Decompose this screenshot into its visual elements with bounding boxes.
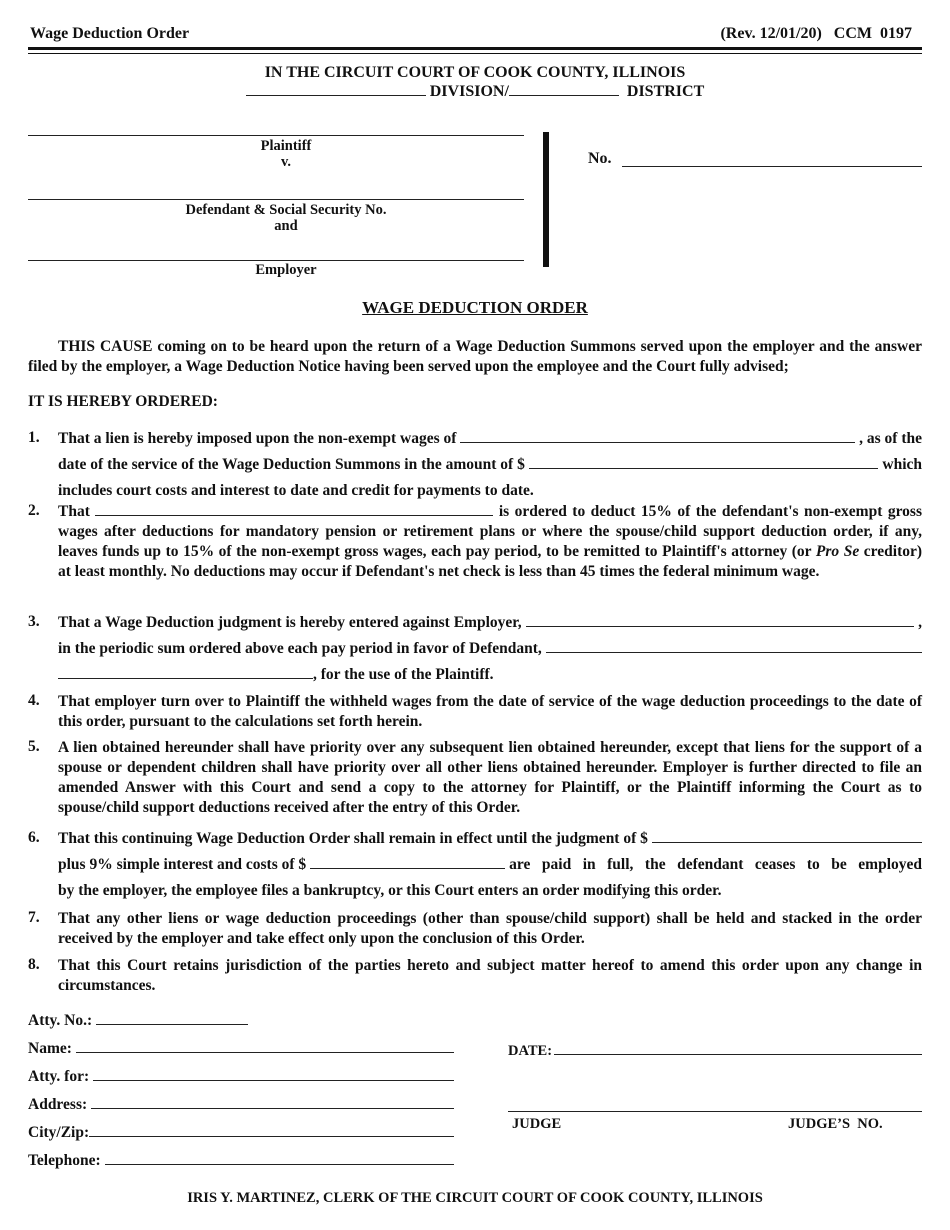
court-name: IN THE CIRCUIT COURT OF COOK COUNTY, ILLINOIS	[264, 64, 686, 81]
versus-label: v.	[280, 154, 292, 170]
header-rule-thin	[28, 53, 922, 54]
item-number: 8.	[28, 956, 40, 973]
item-6-text-c: are paid in full, the defendant ceases to be employed	[509, 856, 922, 873]
district-label: DISTRICT	[626, 83, 705, 100]
item-number: 5.	[28, 738, 40, 755]
employer-field[interactable]	[28, 260, 524, 261]
plaintiff-field[interactable]	[28, 135, 524, 136]
judge-block	[508, 1043, 922, 1060]
case-number-field[interactable]	[622, 166, 922, 167]
item-3-text-b: ,	[918, 614, 922, 631]
attorney-block	[28, 1012, 458, 1180]
employer-label: Employer	[255, 262, 317, 278]
item-1-text-b: , as of the	[859, 430, 922, 447]
address-label: Address:	[28, 1096, 88, 1113]
name-label: Name:	[28, 1040, 72, 1057]
form-revision: (Rev. 12/01/20) CCM 0197	[720, 25, 912, 42]
item-2-italic: Pro Se	[815, 543, 860, 560]
item-8-text: That this Court retains jurisdiction of the parties hereto and subject matter hereof to amend this order upon any change in circumstances.	[58, 957, 922, 994]
amount-field[interactable]	[529, 467, 879, 469]
division-district-line	[0, 82, 950, 101]
order-item-7	[28, 909, 922, 949]
ordered-heading: IT IS HEREBY ORDERED:	[28, 393, 218, 410]
defendant-favor-field-2[interactable]	[58, 678, 313, 679]
item-3-text-c: in the periodic sum ordered above each pay period in favor of Defendant,	[58, 640, 542, 657]
atty-for-label: Atty. for:	[28, 1068, 90, 1085]
item-4-text: That employer turn over to Plaintiff the withheld wages from the date of service of the wage deduction proceedings to the date of this order, pursuant to the calculations set forth herein.	[58, 693, 922, 730]
order-item-1	[28, 429, 922, 501]
item-number: 4.	[28, 692, 40, 709]
address-field[interactable]	[91, 1107, 454, 1109]
item-6-text-b: plus 9% simple interest and costs of $	[58, 856, 307, 873]
atty-no-label: Atty. No.:	[28, 1012, 93, 1029]
and-label: and	[274, 218, 298, 234]
item-1-text-d: which	[882, 456, 922, 473]
division-label: DIVISION/	[429, 83, 509, 100]
item-6-text-a: That this continuing Wage Deduction Order shall remain in effect until the judgment of $	[58, 830, 648, 847]
judgment-amount-field[interactable]	[652, 841, 922, 843]
defendant-field[interactable]	[28, 199, 524, 200]
defendant-block	[28, 202, 544, 234]
item-1-text-c: date of the service of the Wage Deduction Summons in the amount of $	[58, 456, 525, 473]
judge-label: JUDGE	[512, 1116, 562, 1132]
item-2-text-a: That	[58, 503, 90, 520]
item-number: 3.	[28, 613, 40, 630]
city-zip-field[interactable]	[89, 1135, 454, 1137]
item-number: 6.	[28, 829, 40, 846]
telephone-label: Telephone:	[28, 1152, 101, 1169]
order-item-5	[28, 738, 922, 818]
date-label: DATE:	[508, 1043, 553, 1059]
name-field[interactable]	[76, 1051, 454, 1053]
intro-paragraph: THIS CAUSE coming on to be heard upon the return of a Wage Deduction Summons served upon the employer and the answer filed by the employer, a Wage Deduction Notice having been served upon the employee and the Court fully advised;	[28, 338, 922, 375]
clerk-footer: IRIS Y. MARTINEZ, CLERK OF THE CIRCUIT COURT OF COOK COUNTY, ILLINOIS	[187, 1190, 763, 1206]
judge-signature-field[interactable]	[508, 1111, 922, 1112]
item-number: 7.	[28, 909, 40, 926]
order-item-8	[28, 956, 922, 996]
order-item-3	[28, 613, 922, 691]
costs-amount-field[interactable]	[310, 868, 505, 869]
item-2-text-c: creditor) at least monthly. No deductions may occur if Defendant's net check is less than 45 times the federal minimum wage.	[58, 543, 923, 580]
case-number-label: No.	[588, 150, 612, 167]
form-title: Wage Deduction Order	[30, 25, 190, 42]
item-3-text-a: That a Wage Deduction judgment is hereby entered against Employer,	[58, 614, 522, 631]
item-5-text: A lien obtained hereunder shall have priority over any subsequent lien obtained hereunder, except that liens for the support of a spouse or dependent children shall have priority over all other liens obtained hereunder. Employer is further directed to file an amended Answer with this Court and send a copy to the attorney for Plaintiff, or the Plaintiff informing the Court as to spouse/child support deductions received after the entry of this Order.	[58, 739, 922, 816]
order-item-4	[28, 692, 922, 732]
judge-no-label: JUDGE’S NO.	[788, 1116, 883, 1132]
plaintiff-block	[28, 138, 544, 170]
employer-judgment-field[interactable]	[526, 625, 915, 627]
defendant-favor-field[interactable]	[546, 651, 922, 653]
district-field[interactable]	[509, 95, 619, 96]
defendant-label: Defendant & Social Security No.	[185, 202, 387, 218]
date-field[interactable]	[554, 1053, 922, 1055]
city-zip-label: City/Zip:	[28, 1124, 90, 1141]
item-6-text-d: by the employer, the employee files a bankruptcy, or this Court enters an order modifying this order.	[58, 882, 722, 899]
item-1-text-a: That a lien is hereby imposed upon the non-exempt wages of	[58, 430, 457, 447]
order-item-6	[28, 829, 922, 907]
item-3-text-d: , for the use of the Plaintiff.	[313, 666, 494, 683]
item-number: 1.	[28, 429, 40, 446]
caption-divider	[543, 132, 549, 267]
atty-for-field[interactable]	[93, 1079, 454, 1081]
item-number: 2.	[28, 502, 40, 519]
defendant-name-field[interactable]	[460, 441, 855, 443]
item-1-text-e: includes court costs and interest to date and credit for payments to date.	[58, 482, 534, 499]
court-heading	[0, 63, 950, 101]
order-item-2	[28, 502, 922, 582]
employer-name-field[interactable]	[95, 515, 493, 516]
atty-no-field[interactable]	[96, 1024, 248, 1025]
division-field[interactable]	[246, 95, 426, 96]
item-2-text-b: is ordered to deduct 15% of the defendant's non-exempt gross wages after deductions for mandatory pension or retirement plans or where the spouse/child support deduction order, if any, leaves funds up to 15% of the non-exempt gross wages, each pay period, to be remitted to Plaintiff's attorney (or	[58, 503, 922, 560]
plaintiff-label: Plaintiff	[260, 138, 312, 154]
order-title: WAGE DEDUCTION ORDER	[362, 298, 588, 317]
header-rule-thick	[28, 47, 922, 50]
item-7-text: That any other liens or wage deduction proceedings (other than spouse/child support) shall be held and stacked in the order received by the employer and take effect only upon the conclusion of this Order.	[58, 910, 922, 947]
telephone-field[interactable]	[105, 1163, 454, 1165]
